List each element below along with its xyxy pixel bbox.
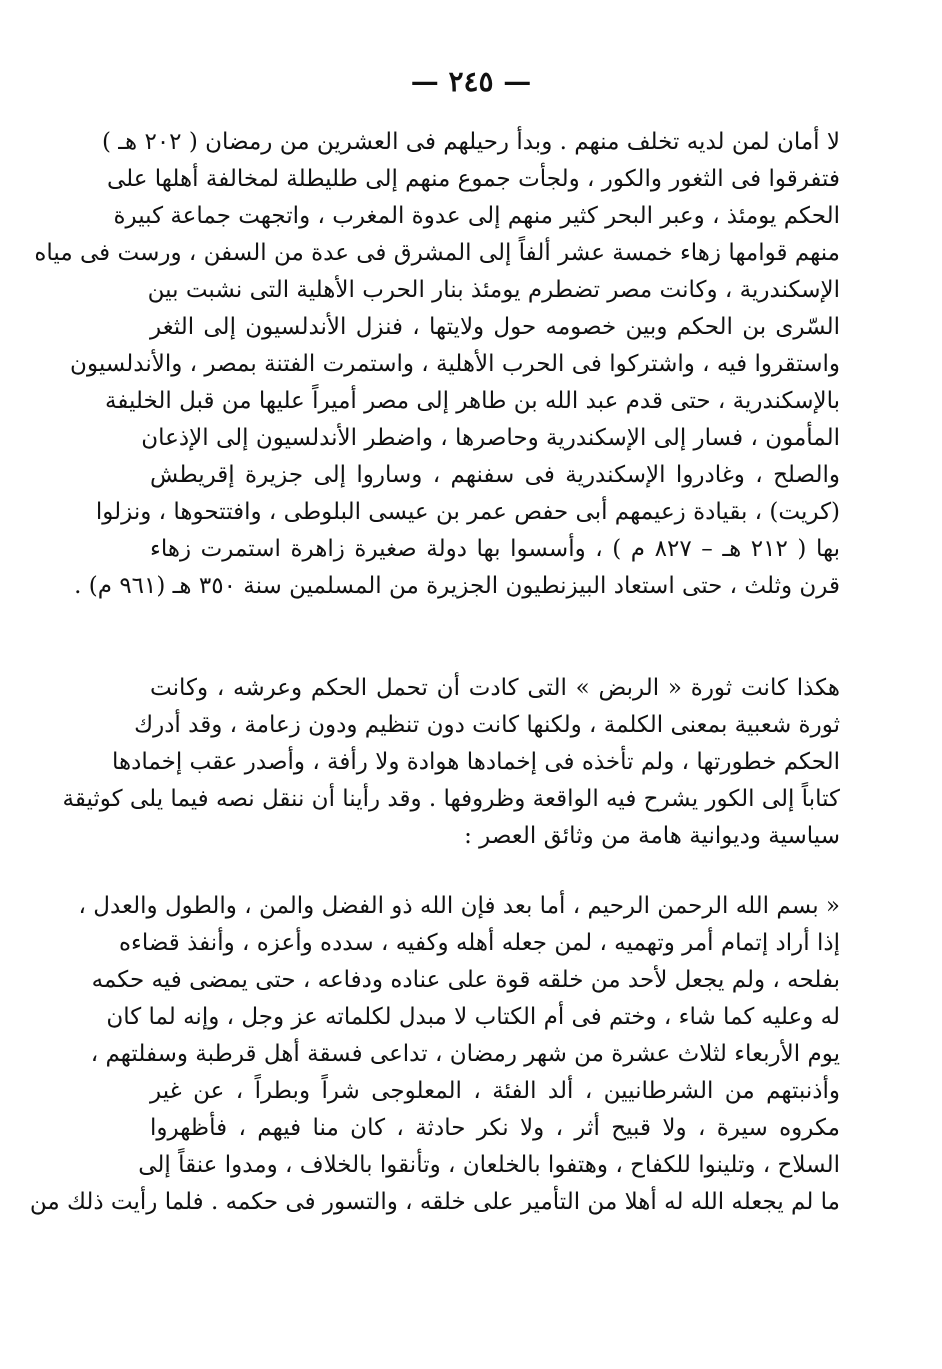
text-line: له وعليه كما شاء ، وختم فى أم الكتاب لا مبدل لكلماته عز وجل ، وإنه لما كان [106,1004,840,1030]
paragraph-2 [62,670,840,855]
text-line: إذا أراد إتمام أمر وتهميه ، لمن جعله أهله وكفيه ، سدده وأعزه ، وأنفذ قضاءه [118,930,840,956]
text-line: وأذنبتهم من الشرطانيين ، ألد الفئة ، المعلوجى شراً وبطراً ، عن غير [150,1078,840,1104]
text-line: سياسية وديوانية هامة من وثائق العصر : [464,823,840,849]
text-line: منهم قوامها زهاء خمسة عشر ألفاً إلى المشرق فى عدة من السفن ، ورست فى مياه [34,240,840,266]
text-line: يوم الأربعاء لثلاث عشرة من شهر رمضان ، تداعى فسقة أهل قرطبة وسفلتهم ، [90,1041,840,1067]
text-line: لا أمان لمن لديه تخلف منهم . وبدأ رحيلهم فى العشرين من رمضان ( ٢٠٢ هـ ) [102,129,840,155]
text-line: (كريت) ، بقيادة زعيمهم أبى حفص عمر بن عيسى البلوطى ، وافتتحوها ، ونزلوا [95,499,840,525]
text-line: ما لم يجعله الله له أهلا من التأمير على خلقه ، والتسور فى حكمه . فلما رأيت ذلك من [29,1189,840,1215]
paragraph-3 [29,888,840,1221]
text-line: كتاباً إلى الكور يشرح فيه الواقعة وظروفها . وقد رأينا أن ننقل نصه فيما يلى كوثيقة [62,786,840,812]
text-line: بها ( ٢١٢ هـ – ٨٢٧ م ) ، وأسسوا بها دولة صغيرة زاهرة استمرت زهاء [150,536,840,562]
text-line: السلاح ، وتلينوا للكفاح ، وهتفوا بالخلعان ، وتأنقوا بالخلاف ، ومدوا عنقاً إلى [138,1152,840,1178]
page-number: — ٢٤٥ — [410,65,532,98]
text-line: بالإسكندرية ، حتى قدم عبد الله بن طاهر إلى مصر أميراً عليها من قبل الخليفة [105,388,840,414]
paragraph-1 [34,124,840,605]
text-line: الإسكندرية ، وكانت مصر تضطرم يومئذ بنار الحرب الأهلية التى نشبت بين [147,277,840,303]
text-line: فتفرقوا فى الثغور والكور ، ولجأت جموع منهم إلى طليطلة لمخالفة أهلها على [106,166,840,192]
text-line: السّرى بن الحكم وبين خصومه حول ولايتها ، فنزل الأندلسيون إلى الثغر [150,314,840,340]
text-line: هكذا كانت ثورة « الربض » التى كادت أن تحمل الحكم وعرشه ، وكانت [150,675,840,701]
text-line: واستقروا فيه ، واشتركوا فى الحرب الأهلية ، واستمرت الفتنة بمصر ، والأندلسيون [70,351,840,377]
text-line: الحكم يومئذ ، وعبر البحر كثير منهم إلى عدوة المغرب ، واتجهت جماعة كبيرة [113,203,840,229]
text-line: الحكم خطورتها ، ولم تأخذه فى إخمادها هوادة ولا رأفة ، وأصدر عقب إخمادها [111,749,840,775]
text-line: ثورة شعبية بمعنى الكلمة ، ولكنها كانت دون تنظيم ودون زعامة ، وقد أدرك [134,712,840,738]
text-line: والصلح ، وغادروا الإسكندرية فى سفنهم ، وساروا إلى جزيرة إقريطش [150,462,840,488]
text-line: مكروه سيرة ، ولا قبيح أثر ، ولا نكر حادثة ، كان منا فيهم ، فأظهروا [150,1115,840,1141]
text-line: المأمون ، فسار إلى الإسكندرية وحاصرها ، واضطر الأندلسيون إلى الإذعان [141,425,840,451]
text-line: « بسم الله الرحمن الرحيم ، أما بعد فإن الله ذو الفضل والمن ، والطول والعدل ، [78,893,840,919]
text-line: بفلحه ، ولم يجعل لأحد من خلقه قوة على عناده ودفاعه ، حتى يمضى فيه حكمه [91,967,840,993]
text-line: قرن وثلث ، حتى استعاد البيزنطيون الجزيرة من المسلمين سنة ٣٥٠ هـ (٩٦١ م) . [74,573,840,599]
